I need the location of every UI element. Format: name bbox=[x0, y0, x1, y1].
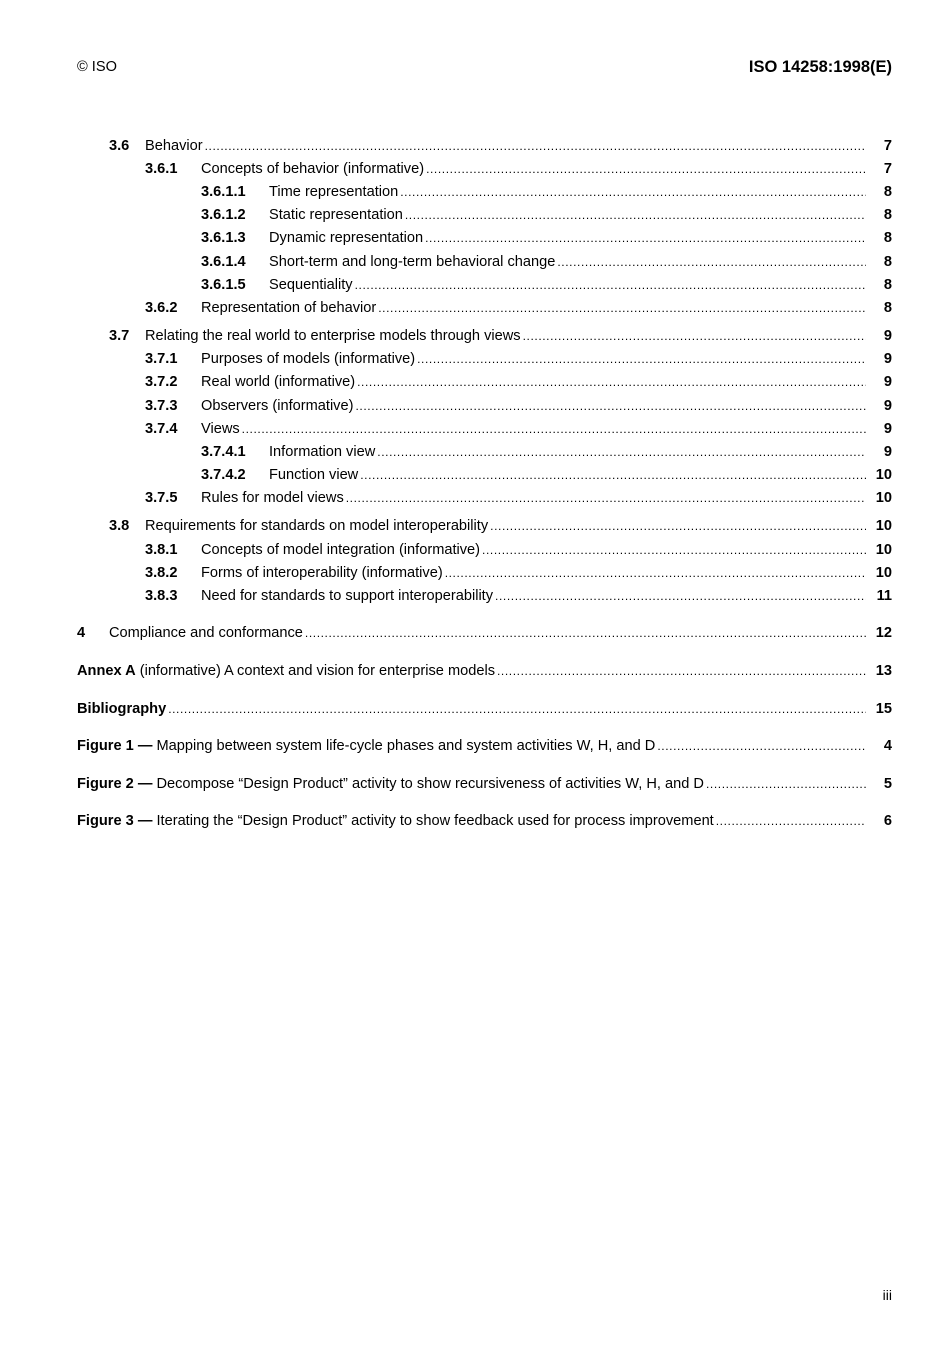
toc-number: 3.6.2 bbox=[145, 300, 178, 316]
toc-title: Iterating the “Design Product” activity to show feedback used for process improvement bbox=[156, 813, 714, 829]
toc-title: Rules for model views bbox=[201, 490, 344, 506]
toc-page: 13 bbox=[875, 663, 892, 679]
toc-title: Dynamic representation bbox=[269, 230, 424, 246]
toc-number: 3.8.2 bbox=[145, 565, 178, 581]
toc-page: 6 bbox=[883, 813, 892, 829]
toc-title: Mapping between system life-cycle phases and system activities W, H, and D bbox=[156, 738, 656, 754]
annex-label: Annex A bbox=[77, 663, 136, 679]
dot-leader bbox=[205, 136, 866, 156]
toc-entry-3-7-2[interactable] bbox=[77, 372, 892, 392]
dot-leader bbox=[706, 774, 866, 794]
toc-title: Compliance and conformance bbox=[109, 625, 303, 641]
dot-leader bbox=[360, 465, 866, 485]
figure-label: Figure 3 — bbox=[77, 813, 153, 829]
toc-page: 10 bbox=[875, 467, 892, 483]
dot-leader bbox=[346, 488, 866, 508]
toc-page: 15 bbox=[875, 701, 892, 717]
toc-entry-annex-a[interactable] bbox=[77, 661, 892, 681]
toc-entry-3-6-2[interactable] bbox=[77, 298, 892, 318]
bibliography-label: Bibliography bbox=[77, 701, 167, 717]
dot-leader bbox=[417, 349, 866, 369]
dot-leader bbox=[490, 516, 866, 536]
toc-number: 3.7.5 bbox=[145, 490, 178, 506]
dot-leader bbox=[168, 699, 866, 719]
toc-entry-3-7-4[interactable] bbox=[77, 419, 892, 439]
toc-title: Time representation bbox=[269, 184, 399, 200]
toc-page: 8 bbox=[883, 254, 892, 270]
toc-page: 10 bbox=[875, 518, 892, 534]
toc-title: Decompose “Design Product” activity to show recursiveness of activities W, H, and D bbox=[156, 776, 704, 792]
toc-number: 3.8 bbox=[109, 518, 130, 534]
toc-entry-3-7-4-1[interactable] bbox=[77, 442, 892, 462]
toc-number: 3.6.1 bbox=[145, 161, 178, 177]
dot-leader bbox=[425, 228, 866, 248]
toc-entry-figure-3[interactable] bbox=[77, 811, 892, 831]
dot-leader bbox=[445, 563, 866, 583]
toc-entry-3-8[interactable] bbox=[77, 516, 892, 536]
dot-leader bbox=[716, 811, 866, 831]
toc-entry-3-7-4-2[interactable] bbox=[77, 465, 892, 485]
toc-entry-3-6-1-4[interactable] bbox=[77, 252, 892, 272]
toc-title: Short-term and long-term behavioral change bbox=[269, 254, 556, 270]
toc-title: Concepts of behavior (informative) bbox=[201, 161, 425, 177]
toc-title: Purposes of models (informative) bbox=[201, 351, 416, 367]
toc-entry-3-7-3[interactable] bbox=[77, 396, 892, 416]
toc-title: Function view bbox=[269, 467, 359, 483]
toc-title: Relating the real world to enterprise models through views bbox=[145, 328, 521, 344]
toc-number: 3.6.1.3 bbox=[201, 230, 246, 246]
dot-leader bbox=[242, 419, 866, 439]
dot-leader bbox=[355, 275, 866, 295]
header-copyright: © ISO bbox=[77, 59, 117, 75]
toc-title: (informative) A context and vision for enterprise models bbox=[139, 663, 495, 679]
toc-title: Representation of behavior bbox=[201, 300, 377, 316]
toc-title: Views bbox=[201, 421, 240, 437]
toc-number: 3.6.1.2 bbox=[201, 207, 246, 223]
dot-leader bbox=[378, 298, 866, 318]
dot-leader bbox=[426, 159, 866, 179]
dot-leader bbox=[482, 540, 866, 560]
page-number: iii bbox=[882, 1287, 892, 1303]
toc-entry-3-8-2[interactable] bbox=[77, 563, 892, 583]
toc-entry-figure-2[interactable] bbox=[77, 774, 892, 794]
toc-page: 9 bbox=[883, 421, 892, 437]
toc-entry-3-6-1[interactable] bbox=[77, 159, 892, 179]
toc-number: 3.6.1.4 bbox=[201, 254, 246, 270]
toc-number: 3.7 bbox=[109, 328, 130, 344]
toc-page: 8 bbox=[883, 300, 892, 316]
toc-number: 3.7.4.1 bbox=[201, 444, 246, 460]
toc-page: 10 bbox=[875, 542, 892, 558]
toc-title: Forms of interoperability (informative) bbox=[201, 565, 443, 581]
dot-leader bbox=[497, 661, 866, 681]
toc-number: 3.6 bbox=[109, 138, 130, 154]
toc-number: 3.7.1 bbox=[145, 351, 178, 367]
figure-label: Figure 2 — bbox=[77, 776, 153, 792]
toc-title: Observers (informative) bbox=[201, 398, 354, 414]
toc-title: Behavior bbox=[145, 138, 203, 154]
toc-entry-3-8-1[interactable] bbox=[77, 540, 892, 560]
dot-leader bbox=[657, 736, 866, 756]
toc-page: 8 bbox=[883, 230, 892, 246]
toc-page: 11 bbox=[876, 588, 892, 604]
toc-page: 5 bbox=[883, 776, 892, 792]
toc-entry-figure-1[interactable] bbox=[77, 736, 892, 756]
toc-title: Need for standards to support interoperability bbox=[201, 588, 494, 604]
toc-entry-3-6-1-3[interactable] bbox=[77, 228, 892, 248]
toc-entry-bibliography[interactable] bbox=[77, 699, 892, 719]
dot-leader bbox=[557, 252, 866, 272]
toc-title: Requirements for standards on model interoperability bbox=[145, 518, 489, 534]
toc-page: 9 bbox=[883, 444, 892, 460]
toc-title: Real world (informative) bbox=[201, 374, 356, 390]
toc-page: 4 bbox=[883, 738, 892, 754]
dot-leader bbox=[377, 442, 866, 462]
toc-page: 9 bbox=[883, 328, 892, 344]
toc-entry-3-8-3[interactable] bbox=[77, 586, 892, 606]
toc-entry-3-7-1[interactable] bbox=[77, 349, 892, 369]
toc-title: Concepts of model integration (informative) bbox=[201, 542, 481, 558]
dot-leader bbox=[355, 396, 866, 416]
dot-leader bbox=[405, 205, 866, 225]
toc-title: Static representation bbox=[269, 207, 403, 223]
toc-entry-4[interactable] bbox=[77, 623, 892, 643]
toc-page: 8 bbox=[883, 277, 892, 293]
toc-entry-3-7-5[interactable] bbox=[77, 488, 892, 508]
toc-number: 3.7.4.2 bbox=[201, 467, 246, 483]
dot-leader bbox=[357, 372, 866, 392]
dot-leader bbox=[305, 623, 866, 643]
toc-page: 8 bbox=[883, 207, 892, 223]
toc-page: 8 bbox=[883, 184, 892, 200]
toc-number: 3.8.1 bbox=[145, 542, 178, 558]
toc-number: 4 bbox=[77, 625, 86, 641]
toc-number: 3.7.3 bbox=[145, 398, 178, 414]
toc-page: 9 bbox=[883, 398, 892, 414]
toc-page: 9 bbox=[883, 351, 892, 367]
dot-leader bbox=[400, 182, 866, 202]
toc-page: 7 bbox=[883, 161, 892, 177]
toc-entry-3-6[interactable] bbox=[77, 136, 892, 156]
toc-number: 3.6.1.1 bbox=[201, 184, 246, 200]
toc-page: 10 bbox=[875, 490, 892, 506]
toc-page: 10 bbox=[875, 565, 892, 581]
dot-leader bbox=[495, 586, 866, 606]
toc-number: 3.7.2 bbox=[145, 374, 178, 390]
toc-number: 3.8.3 bbox=[145, 588, 178, 604]
toc-page: 7 bbox=[883, 138, 892, 154]
toc-page: 9 bbox=[883, 374, 892, 390]
toc-title: Sequentiality bbox=[269, 277, 353, 293]
toc-entry-3-6-1-1[interactable] bbox=[77, 182, 892, 202]
toc-title: Information view bbox=[269, 444, 376, 460]
toc-entry-3-6-1-5[interactable] bbox=[77, 275, 892, 295]
toc-entry-3-6-1-2[interactable] bbox=[77, 205, 892, 225]
toc-entry-3-7[interactable] bbox=[77, 326, 892, 346]
dot-leader bbox=[523, 326, 866, 346]
toc-number: 3.6.1.5 bbox=[201, 277, 246, 293]
header-standard-id: ISO 14258:1998(E) bbox=[748, 58, 892, 76]
toc-page: 12 bbox=[875, 625, 892, 641]
figure-label: Figure 1 — bbox=[77, 738, 153, 754]
toc-number: 3.7.4 bbox=[145, 421, 178, 437]
